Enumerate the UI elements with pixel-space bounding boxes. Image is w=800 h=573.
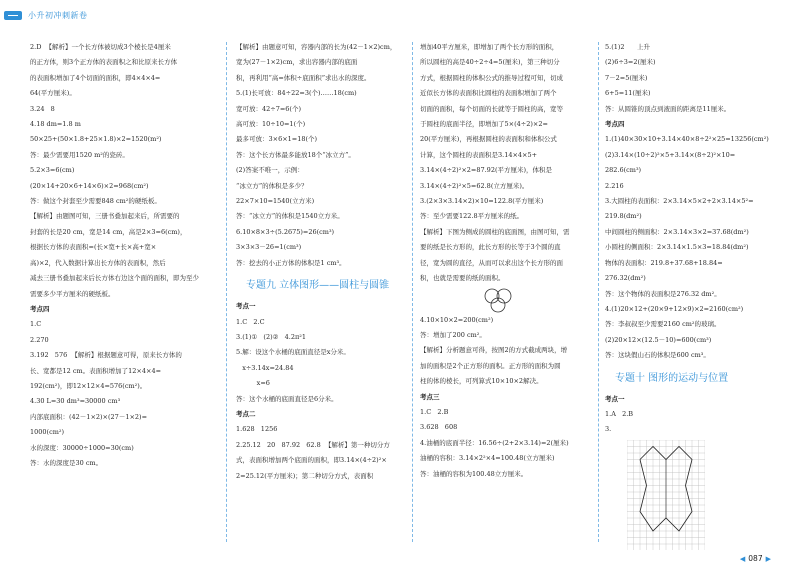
answer-line: 中间圆柱的侧面积：2×3.14×3×2=37.68(dm²) [605, 227, 749, 236]
section-heading: 专题九 立体图形——圆柱与圆锥 [246, 280, 390, 292]
answer-line: 需要多少平方厘米的硬纸板。 [30, 289, 115, 298]
answer-line: 宽可放：42÷7=6(个) [236, 104, 302, 113]
column-separator [226, 42, 227, 542]
answer-line: 答：这个水桶的底面直径是6分米。 [236, 394, 338, 403]
section-label: 考点三 [420, 392, 440, 401]
answer-line: 答：挖去的小正方体的体积是1 cm³。 [236, 258, 346, 267]
answer-line: 3.(2×3×3.14×2)×10=122.8(平方厘米) [420, 197, 544, 206]
answer-line: 最多可放：3×6×1=18(个) [236, 135, 318, 144]
answer-line: 答：“冰立方”的体积是1540立方米。 [236, 212, 344, 221]
answer-line: 答：水的深度是30 cm。 [30, 458, 103, 467]
page-header [4, 8, 88, 22]
answer-line: 宽为(27－1×2)cm，求出容器内部的底面 [236, 58, 358, 67]
answer-line: 1.628 1256 [236, 425, 278, 434]
answer-line: 6.10×8×3÷(5.2675)=26(cm³) [236, 227, 335, 236]
answer-line: 1.(1)40×30×10+3.14×40×8÷2²×25=13256(cm²) [605, 135, 769, 144]
answer-line: 增加40平方厘米，即增加了两个长方形的面积， [420, 43, 559, 51]
answer-line: 长、宽都是12 cm。表面积增加了12×4×4= [30, 366, 162, 375]
answer-line: 式，表面积增加两个底面的面积，即3.14×(4÷2)²× [236, 456, 387, 465]
answer-line: 【解析】由题意可知，容器内部的长为(42－1×2)cm， [236, 43, 397, 51]
triangle-right-icon[interactable]: ▶ [765, 554, 771, 563]
section-heading: 专题十 图形的运动与位置 [615, 372, 729, 384]
answer-line: 3. [605, 425, 612, 434]
answer-line: 小圆柱的侧面积：2×3.14×1.5×3=18.84(dm²) [605, 243, 749, 252]
answer-line: 答：这个物体的表面积是276.32 dm²。 [605, 289, 721, 298]
answer-line: 1.C 2.C [236, 317, 265, 326]
answer-line: 答：增加了200 cm²。 [420, 330, 486, 339]
section-label: 考点四 [605, 120, 625, 129]
answer-line: (2)答案不唯一，示例： [236, 166, 304, 175]
column-separator [598, 42, 599, 542]
answer-line: 4.(1)20×12+(20×9+12×9)×2=2160(cm²) [605, 304, 744, 313]
answer-line: 3.24 8 [30, 104, 55, 113]
answer-column-4 [605, 40, 780, 558]
answer-line: 答：最少需要用1520 m²的瓷砖。 [30, 150, 129, 159]
answer-line: 近似长方体的表面积比圆柱的表面积增加了两个 [420, 89, 557, 98]
answer-line: 答：至少需要122.8平方厘米的纸。 [420, 212, 524, 221]
answer-line: 2.216 [605, 181, 624, 190]
answer-line: 计算，这个圆柱的表面积是3.14×4×5+ [420, 150, 538, 159]
answer-line: 物体的表面积：219.8+37.68+18.84= [605, 258, 723, 267]
answer-line: 20(平方厘米)，再根据圆柱的表面积和体积公式 [420, 135, 557, 144]
answer-line: 219.8(dm²) [605, 212, 642, 221]
answer-line: 的正方体，则3个正方体的表面积之和比原来长方体 [30, 58, 178, 67]
answer-line: 所以圆柱的高是40÷2÷4=5(厘米)，第三种切分 [420, 58, 560, 67]
answer-line: 切面的面积，每个切面的长就等于圆柱的高，宽等 [420, 104, 563, 113]
answer-line: 3.大圆柱的表面积：2×3.14×5×2+2×3.14×5²= [605, 197, 754, 206]
answer-line: 【解析】分析题意可得，按图2的方式截成两块，增 [420, 346, 568, 355]
answer-line: 3.192 576 【解析】根据题意可得，原来长方体的 [30, 351, 182, 360]
answer-line: 答：油桶的容积为100.48立方厘米。 [420, 469, 528, 478]
answer-line: 22×7×10=1540(立方米) [236, 197, 315, 206]
answer-line: 4.油桶的底面半径：16.56÷(2+2×3.14)=2(厘米) [420, 438, 569, 447]
answer-line: (2)6÷3=2(厘米) [605, 58, 656, 67]
answer-line: 4.10×10×2=200(cm²) [420, 315, 494, 324]
brand-logo-icon [4, 11, 22, 20]
answer-line: 答：李叔叔至少需要2160 cm²的玻璃。 [605, 320, 721, 329]
answer-line: 根据长方体的表面积=(长×宽+长×高+宽× [30, 243, 157, 252]
answer-line: 积，再利用“高=体积÷底面积”求出水的深度。 [236, 73, 371, 82]
section-label: 考点一 [605, 394, 625, 403]
answer-line: 4.30 L=30 dm³=30000 cm³ [30, 397, 121, 406]
page-footer [737, 554, 774, 563]
answer-line: 2=25.12(平方厘米)；第二种切分方式，表面积 [236, 471, 374, 480]
answer-line: 油桶的容积：3.14×2²×4=100.48(立方厘米) [420, 454, 555, 463]
answer-line: 5.2×3=6(cm) [30, 166, 75, 175]
answer-line: 【解析】下图为侧成的圆柱的底面图，由图可知，需 [420, 227, 570, 236]
page-number: 087 [748, 554, 763, 563]
header-title: 小升初冲刺新卷 [28, 10, 88, 20]
answer-line: 2.D 【解析】一个长方体被切成3个棱长是4厘米 [30, 43, 171, 51]
answer-line: 答：这个长方体最多能放18个“冰立方”。 [236, 150, 355, 159]
answer-line: (20×14+20×6+14×6)×2=968(cm²) [30, 181, 149, 190]
answer-line: 7－2=5(厘米) [605, 73, 648, 82]
grid-figure [605, 438, 780, 558]
answer-line: 6+5=11(厘米) [605, 89, 651, 98]
answer-line: 要的纸是长方形的，此长方形的长等于3个圆的直 [420, 243, 561, 252]
answer-line: 3.628 608 [420, 423, 458, 432]
answer-line: 加的面积是2个正方形的面积。正方形的面积为圆 [420, 361, 561, 370]
section-label: 考点二 [236, 409, 256, 418]
answer-line: 1.A 2.B [605, 409, 634, 418]
answer-line: 于圆柱的底面半径，即增加了5×(4÷2)×2= [420, 120, 548, 129]
answer-line: 5.(1)长可放：84÷22=3(个)……18(cm) [236, 89, 357, 98]
triangle-left-icon[interactable]: ◀ [739, 554, 746, 563]
answer-line: 减去三册书叠加起来后长方体右边这个面的面积，即为至少 [30, 274, 199, 283]
answer-line: 4.18 dm=1.8 m [30, 120, 81, 129]
answer-column-1 [30, 40, 220, 471]
answer-line: 答：做这个封套至少需要848 cm²的硬纸板。 [30, 197, 161, 206]
answer-line: x=6 [236, 379, 270, 388]
answer-column-2 [236, 40, 406, 484]
answer-line: (2)20×12×(12.5－10)=600(cm³) [605, 335, 712, 344]
answer-line: 282.6(cm³) [605, 166, 642, 175]
answer-line: 1000(cm²) [30, 428, 65, 437]
answer-line: 2.270 [30, 335, 49, 344]
answer-line: 方式，根据圆柱的体积公式的推导过程可知，切成 [420, 73, 563, 82]
answer-line: 1.C 2.B [420, 407, 449, 416]
answer-line: x÷3.14x=24.84 [236, 363, 294, 372]
answer-line: 答：从圆锥的顶点到液面的距离是11厘米。 [605, 104, 731, 113]
answer-line: 276.32(dm²) [605, 274, 646, 283]
column-separator [412, 42, 413, 542]
answer-line: 5.解：设这个水桶的底面直径是x分米。 [236, 348, 350, 357]
answer-line: 1.C [30, 320, 42, 329]
answer-line: 5.(1)2 上升 [605, 43, 650, 51]
answer-line: 3.(1)① (2)② 4.2π²1 [236, 332, 307, 341]
answer-column-3 [420, 40, 595, 482]
three-circles-figure [420, 287, 595, 313]
answer-line: 3.14×(4÷2)²×2=87.92(平方厘米)，体积是 [420, 166, 553, 175]
answer-line: 【解析】由题图可知，三册书叠加起来后，所需要的 [30, 212, 180, 221]
answer-line: “冰立方”的体积是多少？ [236, 181, 308, 190]
answer-line: 积，也就是需要的纸的面积。 [420, 274, 505, 283]
answer-line: 径，宽为圆的直径，从而可以求出这个长方形的面 [420, 258, 563, 267]
answer-line: 的表面积增加了4个切面的面积，即4×4×4= [30, 73, 161, 82]
answer-line: 50×25+(50×1.8+25×1.8)×2=1520(m²) [30, 135, 162, 144]
answer-line: 水的深度：30000÷1000=30(cm) [30, 443, 134, 452]
answer-line: 封套的长是20 cm，宽是14 cm，高是2×3=6(cm)， [30, 227, 187, 236]
answer-line: 答：这块假山石的体积是600 cm³。 [605, 351, 710, 360]
answer-line: 192(cm²)，即12×12×4=576(cm²)。 [30, 381, 147, 390]
answer-line: 3.14×(4÷2)²×5=62.8(立方厘米)。 [420, 181, 529, 190]
answer-line: 高)×2，代入数据计算出长方体的表面积，然后 [30, 258, 166, 267]
answer-line: 内部底面积：(42－1×2)×(27－1×2)= [30, 412, 148, 421]
answer-line: 2.25.12 20 87.92 62.8 【解析】第一种切分方 [236, 440, 390, 449]
answer-line: (2)3.14×(10÷2)²×5+3.14×(8÷2)²×10= [605, 150, 736, 159]
answer-line: 3×3×3－26=1(cm³) [236, 243, 302, 252]
section-label: 考点四 [30, 304, 50, 313]
answer-line: 64(平方厘米)。 [30, 89, 76, 98]
answer-line: 柱的体的棱长，可列算式10×10×2解决。 [420, 377, 543, 386]
section-label: 考点一 [236, 302, 256, 311]
answer-line: 高可放：10÷10=1(个) [236, 120, 306, 129]
